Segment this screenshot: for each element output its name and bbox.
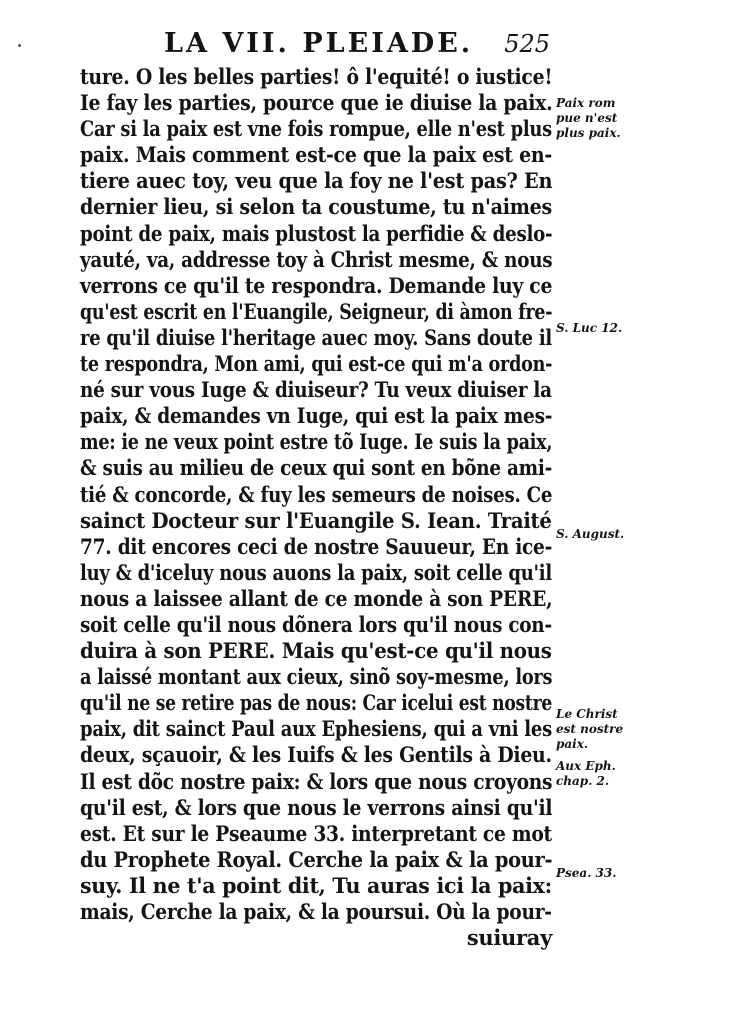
margin-note-line: Le Christ	[556, 706, 618, 721]
text-line: soit celle qu'il nous dõnera lors qu'il nous con-	[80, 611, 552, 637]
text-line: qu'est escrit en l'Euangile, Seigneur, di àmon fre-	[80, 298, 553, 324]
text-line: suy. Il ne t'a point dit, Tu auras ici la paix:	[80, 872, 552, 898]
text-line: tié & concorde, & fuy les semeurs de noises. Ce	[80, 481, 553, 507]
margin-note-line: S. Luc 12.	[556, 320, 623, 335]
margin-note-line: Psea. 33.	[556, 866, 617, 881]
margin-note	[556, 96, 621, 141]
text-line: a laissé montant aux cieux, sinõ soy-mesme, lors	[80, 664, 553, 690]
text-line: sainct Docteur sur l'Euangile S. Iean. Traité	[80, 507, 552, 533]
text-line: ture. O les belles parties! ô l'equité! o iustice!	[80, 64, 553, 89]
text-line: paix, dit sainct Paul aux Ephesiens, qui a vni les	[80, 716, 552, 742]
text-line: suiuray	[466, 925, 552, 951]
margin-note-line: plus paix.	[556, 126, 621, 141]
margin-note-line: paix.	[556, 736, 589, 751]
text-line: mais, Cerche la paix, & la poursui. Où la pour-	[80, 899, 552, 924]
text-line: me: ie ne veux point estre tõ Iuge. Ie suis la paix,	[80, 429, 553, 455]
text-line: tiere auec toy, veu que la foy ne l'est pas? En	[80, 168, 553, 194]
text-line: deux, sçauoir, & les Iuifs & les Gentils à Dieu.	[80, 742, 552, 768]
text-line: Il est dõc nostre paix: & lors que nous croyons	[80, 768, 553, 794]
text-line: Car si la paix est vne fois rompue, elle n'est plus	[80, 116, 552, 142]
page-number: 525	[504, 30, 550, 58]
margin-note	[556, 866, 616, 881]
margin-note-line: chap. 2.	[556, 774, 610, 789]
text-line: est. Et sur le Pseaume 33. interpretant ce mot	[80, 820, 552, 846]
text-line: qu'il ne se retire pas de nous: Car icelui est nostre	[80, 690, 553, 716]
text-line: te respondra, Mon ami, qui est-ce qui m'a ordon-	[80, 351, 553, 377]
margin-note	[556, 707, 623, 752]
text-line: du Prophete Royal. Cerche la paix & la pour-	[80, 846, 553, 872]
margin-note-line: S. August.	[556, 526, 625, 541]
text-line: qu'il est, & lors que nous le verrons ainsi qu'il	[80, 794, 553, 820]
text-line: Ie fay les parties, pource que ie diuise la paix.	[80, 90, 553, 116]
text-line: dernier lieu, si selon ta coustume, tu n'aimes	[80, 194, 552, 220]
text-line: verrons ce qu'il te respondra. Demande luy ce	[80, 272, 553, 298]
margin-note	[556, 321, 622, 336]
margin-note-line: Paix rom	[556, 96, 616, 111]
margin-note-line: est nostre	[556, 721, 624, 736]
text-line: luy & d'iceluy nous auons la paix, soit celle qu'il	[80, 559, 552, 585]
page-header	[80, 26, 550, 62]
text-line: point de paix, mais plustost la perfidie & deslo-	[80, 220, 553, 246]
text-line: né sur vous Iuge & diuiseur? Tu veux diuiser la	[80, 377, 552, 403]
margin-note-line: pue n'est	[556, 111, 618, 126]
body-text	[80, 64, 552, 951]
page-speck	[18, 44, 21, 47]
text-line: paix. Mais comment est-ce que la paix est en-	[80, 142, 552, 168]
text-line: 77. dit encores ceci de nostre Sauueur, En ice-	[80, 533, 553, 559]
text-line: paix, & demandes vn Iuge, qui est la paix mes-	[80, 403, 553, 429]
text-line: nous a laissee allant de ce monde à son PERE,	[80, 585, 553, 611]
text-line: re qu'il diuise l'heritage auec moy. Sans doute il	[80, 324, 552, 350]
margin-note-line: Aux Eph.	[556, 759, 616, 774]
margin-note	[556, 527, 624, 542]
margin-note	[556, 759, 616, 789]
text-line: duira à son PERE. Mais qu'est-ce qu'il nous	[80, 638, 552, 664]
text-line: & suis au milieu de ceux qui sont en bõne ami-	[80, 455, 552, 481]
text-line: yauté, va, addresse toy à Christ mesme, & nous	[80, 246, 553, 272]
running-head: LA VII. PLEIADE.	[164, 28, 474, 59]
